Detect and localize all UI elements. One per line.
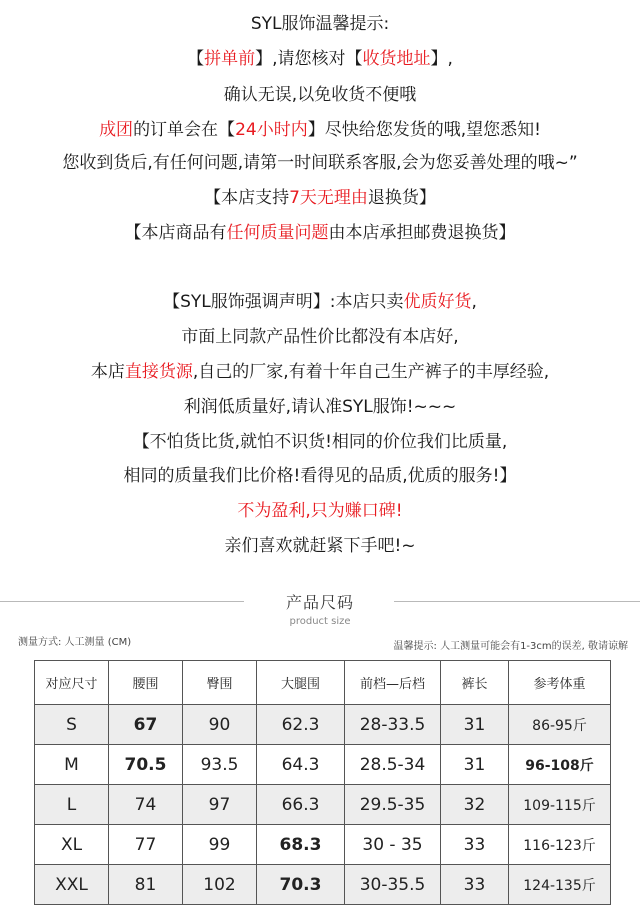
highlight-text: 任何质量问题 (226, 223, 329, 243)
table-cell: 93.5 (183, 745, 257, 785)
text-segment: 本店 (90, 362, 125, 382)
text-segment: 的订单会在【 (133, 120, 236, 140)
table-cell: 70.5 (109, 745, 183, 785)
table-cell: S (35, 705, 109, 745)
table-cell: 86-95斤 (509, 705, 611, 745)
highlight-text: 拼单前 (204, 49, 256, 69)
notice-line-7day-return (0, 186, 640, 210)
notice-line-brand: 利润低质量好,请认准SYL服饰!~~~ (183, 397, 457, 417)
table-cell: 30-35.5 (345, 865, 441, 905)
table-cell: 28.5-34 (345, 745, 441, 785)
highlight-text: 收货地址 (362, 49, 431, 69)
notice-line-direct-source (0, 360, 640, 384)
measure-tip: 温馨提示: 人工测量可能会有1-3cm的误差, 敬请谅解 (393, 641, 628, 652)
size-table (34, 660, 611, 905)
notice-line-confirm-address (0, 47, 640, 71)
notice-title: SYL服饰温馨提示: (250, 14, 390, 34)
table-cell: 64.3 (257, 745, 345, 785)
table-row (35, 705, 611, 745)
text-segment: 退换货】 (367, 188, 436, 208)
header-thigh: 大腿围 (257, 661, 345, 705)
text-segment: 【本店商品有 (124, 223, 227, 243)
table-cell: 81 (109, 865, 183, 905)
table-cell: 67 (109, 705, 183, 745)
notice-line-compare-price: 相同的质量我们比价格!看得见的品质,优质的服务!】 (123, 466, 517, 486)
table-cell: 30 - 35 (345, 825, 441, 865)
highlight-text: 24小时内 (235, 120, 308, 140)
size-section-title: 产品尺码 (285, 593, 354, 612)
text-segment: 【本店支持 (204, 188, 290, 208)
notice-line-value: 市面上同款产品性价比都没有本店好, (181, 327, 459, 347)
table-cell: XXL (35, 865, 109, 905)
notice-line-contact-service: 您收到货后,有任何问题,请第一时间联系客服,会为您妥善处理的哦~” (62, 153, 578, 173)
table-header-row (35, 661, 611, 705)
table-row (35, 825, 611, 865)
table-cell: 32 (441, 785, 509, 825)
header-length: 裤长 (441, 661, 509, 705)
text-segment: 】, (430, 49, 453, 69)
table-cell: 116-123斤 (509, 825, 611, 865)
table-cell: 109-115斤 (509, 785, 611, 825)
table-cell: XL (35, 825, 109, 865)
table-cell: 33 (441, 825, 509, 865)
notice-line-compare-quality: 【不怕货比货,就怕不识货!相同的价位我们比质量, (132, 432, 508, 452)
table-cell: 28-33.5 (345, 705, 441, 745)
notice-line-statement (0, 290, 640, 314)
notice-line-quality-guarantee (0, 221, 640, 245)
header-weight: 参考体重 (509, 661, 611, 705)
table-cell: 99 (183, 825, 257, 865)
header-waist: 腰围 (109, 661, 183, 705)
highlight-text: 成团 (99, 120, 134, 140)
table-cell: 68.3 (257, 825, 345, 865)
highlight-text: 直接货源 (124, 362, 193, 382)
table-cell: 124-135斤 (509, 865, 611, 905)
measure-method: 测量方式: 人工测量 (CM) (18, 637, 132, 648)
text-segment: ,自己的厂家,有着十年自己生产裤子的丰厚经验, (192, 362, 550, 382)
table-row (35, 785, 611, 825)
table-cell: 66.3 (257, 785, 345, 825)
table-cell: 31 (441, 705, 509, 745)
size-section-subtitle: product size (289, 616, 351, 627)
notice-line-verify: 确认无误,以免收货不便哦 (223, 85, 417, 105)
header-size: 对应尺寸 (35, 661, 109, 705)
table-cell: 74 (109, 785, 183, 825)
table-cell: 77 (109, 825, 183, 865)
table-cell: 62.3 (257, 705, 345, 745)
text-segment: 】尽快给您发货的哦,望您悉知! (307, 120, 541, 140)
highlight-text: 优质好货 (403, 292, 472, 312)
table-cell: 31 (441, 745, 509, 785)
notice-line-closing: 亲们喜欢就赶紧下手吧!~ (224, 536, 416, 556)
text-segment: 由本店承担邮费退换货】 (328, 223, 516, 243)
table-row (35, 745, 611, 785)
table-cell: M (35, 745, 109, 785)
text-segment: 【SYL服饰强调声明】:本店只卖 (163, 292, 404, 312)
header-hip: 臀围 (183, 661, 257, 705)
notice-line-shipping (0, 118, 640, 142)
table-cell: L (35, 785, 109, 825)
table-cell: 102 (183, 865, 257, 905)
table-row (35, 865, 611, 905)
text-segment: 】,请您核对【 (255, 49, 363, 69)
table-cell: 96-108斤 (509, 745, 611, 785)
table-cell: 33 (441, 865, 509, 905)
highlight-text: 7天无理由 (289, 188, 368, 208)
table-cell: 70.3 (257, 865, 345, 905)
text-segment: 【 (187, 49, 205, 69)
table-cell: 97 (183, 785, 257, 825)
table-cell: 90 (183, 705, 257, 745)
header-rise: 前档—后档 (345, 661, 441, 705)
notice-line-slogan: 不为盈利,只为赚口碑! (237, 501, 403, 521)
table-cell: 29.5-35 (345, 785, 441, 825)
text-segment: , (471, 292, 477, 312)
